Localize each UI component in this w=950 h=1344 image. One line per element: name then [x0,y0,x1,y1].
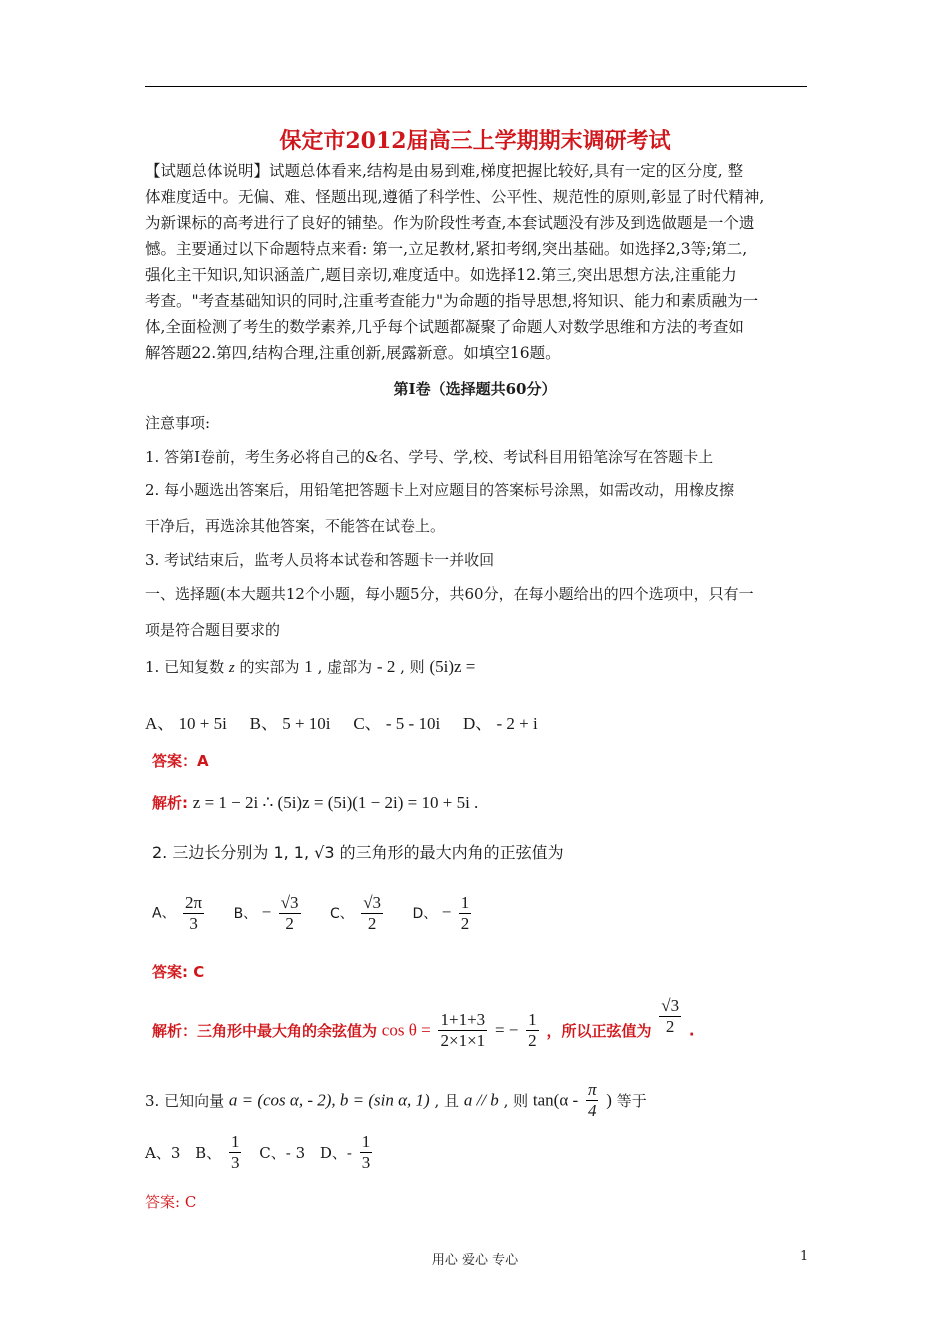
question-1-answer: 答案：A [152,752,209,770]
analysis-fraction: $\frac{1}{2}$ [528,1010,537,1050]
option-a: A、 10 + 5i [145,714,227,733]
intro-line: 考查。"考查基础知识的同时,注重考查能力"为命题的指导思想,将知识、能力和素质融为一 [145,292,759,310]
question-3-answer: 答案: C [145,1193,197,1211]
question-2-analysis: 解析：三角形中最大角的余弦值为 cos θ = $\frac{1+1+3}{2\times 1\times 1}$ = − $\frac{1}{2}$ ，所以正弦值为 $\frac{√3}{2}$ . [152,996,695,1050]
option-d-fraction: $\frac{1}{3}$ [361,1132,371,1172]
intro-line: 解答题22.第四,结构合理,注重创新,展露新意。如填空16题。 [145,344,561,362]
notice-item: 2. 每小题选出答案后，用铅笔把答题卡上对应题目的答案标号涂黑，如需改动，用橡皮擦 [145,481,735,499]
question-2-options: A、 $\frac{2\pi}{3}$ B、 − $\frac{√3}{2}$ C、 $\frac{√3}{2}$ D、 − $\frac{1}{2}$ [152,893,470,933]
page-number: 1 [800,1249,809,1264]
notice-item: 干净后，再选涂其他答案，不能答在试卷上。 [145,517,446,535]
analysis-fraction: $\frac{1+1+3}{2\times 1\times 1}$ [440,1010,486,1050]
question-3-options: A、3 B、 $\frac{1}{3}$ C、- 3 D、- $\frac{1}{3}$ [145,1132,371,1172]
option-c-fraction: $\frac{√3}{2}$ [363,893,382,933]
intro-line: 体难度适中。无偏、难、怪题出现,遵循了科学性、公平性、规范性的原则,彰显了时代精神, [145,188,765,206]
notice-heading: 注意事项: [145,414,211,432]
option-d: D、 - 2 + i [462,714,538,733]
question-1-stem: 1. 已知复数 z 的实部为 1 , 虚部为 - 2 , 则 (5i)z = [145,657,476,676]
intro-line: 【试题总体说明】试题总体看来,结构是由易到难,梯度把握比较好,具有一定的区分度, 整 [145,162,744,180]
question-1-options [145,709,556,734]
page-footer: 用心 爱心 专心 [431,1253,519,1268]
intro-line: 强化主干知识,知识涵盖广,题目亲切,难度适中。如选择12.第三,突出思想方法,注重能力 [145,266,737,284]
option-c: C、 - 5 - 10i [353,714,441,733]
intro-paragraph [145,158,807,366]
option-a-fraction: $\frac{2\pi}{3}$ [185,893,203,933]
intro-line: 为新课标的高考进行了良好的铺垫。作为阶段性考查,本套试题没有涉及到选做题是一个遗 [145,214,755,232]
section-title: 第I卷（选择题共60分） [393,380,557,398]
question-3-stem: 3. 已知向量 a = (cos α, - 2), b = (sin α, 1) , 且 a // b , 则 tan(α - $\frac{\pi}{4}$ ) 等于 [145,1080,647,1120]
notice-item: 3. 考试结束后，监考人员将本试卷和答题卡一并收回 [145,551,495,569]
option-b-fraction: $\frac{√3}{2}$ [280,893,299,933]
pi-fraction: $\frac{\pi}{4}$ [587,1080,597,1120]
option-b: B、 5 + 10i [249,714,331,733]
part-heading-cont: 项是符合题目要求的 [145,621,281,639]
intro-line: 体,全面检测了考生的数学素养,几乎每个试题都凝聚了命题人对数学思维和方法的考查如 [145,318,744,336]
header-rule [145,86,807,87]
option-d-fraction: $\frac{1}{2}$ [460,893,470,933]
question-2-answer: 答案: C [152,963,205,981]
option-b-fraction: $\frac{1}{3}$ [230,1132,240,1172]
notice-item: 1. 答第I卷前，考生务必将自己的&名、学号、学,校、考试科目用铅笔涂写在答题卡上 [145,448,714,466]
intro-line: 憾。主要通过以下命题特点来看: 第一,立足教材,紧扣考纲,突出基础。如选择2,3等;第二, [145,240,748,258]
part-heading: 一、选择题(本大题共12个小题，每小题5分，共60分，在每小题给出的四个选项中，只有一 [145,585,754,603]
question-2-stem: 2. 三边长分别为 1, 1, √3 的三角形的最大内角的正弦值为 [152,843,564,862]
question-1-analysis: 解析: z = 1 − 2i ∴ (5i)z = (5i)(1 − 2i) = 10 + 5i . [152,793,479,812]
page-title: 保定市2012届高三上学期期末调研考试 [279,128,671,154]
analysis-fraction: $\frac{√3}{2}$ [661,996,680,1036]
